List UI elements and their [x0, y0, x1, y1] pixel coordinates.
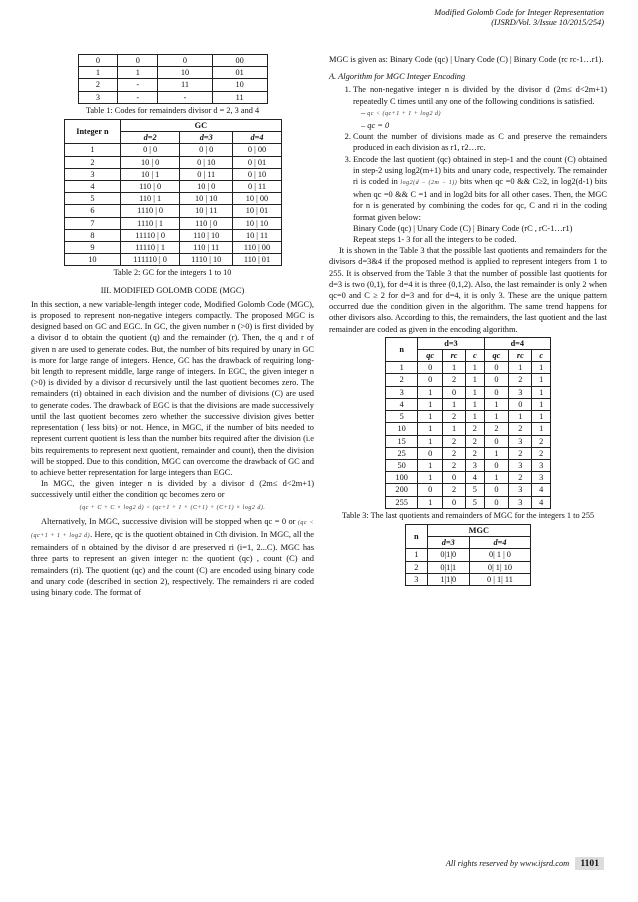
condition-expr: qc < (qc+1 + 1 + log2 d) [367, 110, 441, 117]
table-cell: 1110 | 1 [121, 217, 180, 229]
table-row [386, 447, 551, 459]
table-cell: 3 [509, 496, 532, 508]
step-text: Encode the last quotient (qc) obtained in step-1 and the count (C) obtained in step-2 using log2(m+1) bits and unary code, respectively. The remainder ri is coded in [353, 154, 607, 187]
table-cell: 1 [466, 411, 485, 423]
table-cell: 4 [532, 484, 551, 496]
table3 [385, 337, 551, 509]
table-cell: 200 [386, 484, 418, 496]
table-cell: 1 [532, 362, 551, 374]
paragraph-text: Alternatively, In MGC, successive division will be stopped when qc = 0 or [41, 516, 296, 526]
page-number: 1101 [575, 857, 604, 870]
table-cell: 11110 | 1 [121, 242, 180, 254]
table-cell: 0 [484, 386, 509, 398]
algorithm-heading: A. Algorithm for MGC Integer Encoding [329, 72, 466, 82]
table-cell: 0 [484, 484, 509, 496]
table-row [386, 386, 551, 398]
table-cell: 111110 | 0 [121, 254, 180, 266]
table-cell: 0 [484, 459, 509, 471]
paragraph [31, 516, 314, 598]
table-cell: 9 [64, 242, 121, 254]
table-cell: 4 [386, 398, 418, 410]
table-cell: 2 [406, 561, 428, 573]
table-cell: 10 [386, 423, 418, 435]
table-cell: 1 [386, 362, 418, 374]
table-cell: 1 [64, 144, 121, 156]
step-text: Count the number of divisions made as C and preserve the remainders produced in each division as r1, r2…rc. [353, 132, 607, 153]
table-cell: 1 [532, 386, 551, 398]
table-row [64, 254, 281, 266]
table-cell: 15 [386, 435, 418, 447]
table-cell: 1 [532, 411, 551, 423]
table-cell: 0 | 01 [233, 156, 281, 168]
step-format: Binary Code (qc) | Unary Code (C) | Binary Code (rC , rC-1…r1) [353, 223, 573, 233]
table-row [64, 229, 281, 241]
table3-group: d=3 [418, 337, 484, 349]
table-row [64, 156, 281, 168]
condition-1: – qc < (qc+1 + 1 + log2 d) [361, 107, 441, 117]
table-cell: 11110 | 0 [121, 229, 180, 241]
table-cell: 1 [532, 398, 551, 410]
table-row [406, 561, 531, 573]
table-cell: 1110 | 10 [179, 254, 233, 266]
table1-tail [78, 54, 268, 104]
table-cell: 3 [78, 91, 118, 103]
table-subheader: d=3 [427, 537, 469, 549]
table-cell: 1 [532, 374, 551, 386]
table-subheader: d=4 [233, 132, 281, 144]
step-text: bits when qc =0 && C≥2, in log2(d-1) bits when qc =0 && C =1 and in log2d bits for all other cases. Then, the MGC for n is generated by combining the codes for qc, C and ri in the coding format given below: [353, 177, 608, 222]
table-row [406, 573, 531, 585]
table-cell: 4 [64, 181, 121, 193]
table-cell: 10 | 00 [233, 193, 281, 205]
table-subheader: d=4 [469, 537, 530, 549]
equation-inline: (qc < (qc+1 + 1 + log2 d) [31, 519, 314, 539]
table-cell: 1 [418, 496, 443, 508]
table-row [386, 398, 551, 410]
table-cell: 0| 1 | 0 [469, 549, 530, 561]
table-cell: 2 [509, 374, 532, 386]
table3-caption: Table 3: The last quotients and remainders of MGC for the integers 1 to 255 [341, 510, 595, 520]
step-2 [353, 131, 607, 153]
table-row [386, 362, 551, 374]
step-1 [353, 84, 607, 106]
table-cell: 0 [418, 362, 443, 374]
table-cell: 3 [509, 435, 532, 447]
table-cell: 255 [386, 496, 418, 508]
table-cell: 10 [64, 254, 121, 266]
paragraph: It is shown in the Table 3 that the possible last quotients and remainders for the divisors d=3&4 if the proposed method is applied to represent integers from 1 to 255. It is observed from the Table 3 that the number of possible last quotients for d=3 is two (0,1), for d=4 it is three (0,1,2). Also, the last remainder is only 2 when qc=0 and C ≥ 2 for d=3 and for d=4, it is only 3. These are the unique pattern occurred due the condition given in the algorithm. The same trend happens for other divisors also. According to this, the remainders, the last quotient and the last remainder are coded as given in the encoding algorithm. [329, 246, 607, 334]
table-row [64, 168, 281, 180]
table2 [64, 119, 282, 266]
table-cell: 01 [212, 67, 267, 79]
table-cell: 1 [406, 549, 428, 561]
section-heading: III. MODIFIED GOLOMB CODE (MGC) [100, 285, 245, 295]
table-cell: 0 | 1| 11 [469, 573, 530, 585]
equation-inline: log2(d − (2m − 1)) [400, 180, 458, 187]
table-cell: 2 [78, 79, 118, 91]
table-cell: 1 [418, 435, 443, 447]
table-cell: 1 [509, 411, 532, 423]
table-row [386, 423, 551, 435]
table-subheader: c [532, 350, 551, 362]
table-cell: 1 [484, 447, 509, 459]
table-cell: 2 [466, 423, 485, 435]
table-cell: 1|1|0 [427, 573, 469, 585]
table-cell: 0 [418, 374, 443, 386]
table-cell: 25 [386, 447, 418, 459]
table4-group: MGC [427, 524, 530, 536]
table-cell: 2 [466, 435, 485, 447]
table-cell: 2 [509, 423, 532, 435]
table-subheader: d=2 [121, 132, 180, 144]
paragraph-text: . Here, qc is the quotient obtained in Cth division. In MGC, all the remainders of n obtained by the divisor d are preserved ri (i=1, 2...C). MGC has three parts to represent an given integer n: the quotient (qc) , count (C) and remainders (ri). The quotient (qc) and the count (C) are encoded using binary code and unary code (described in section 2), respectively. The remainders ri are coded using binary code. The format of [31, 529, 314, 597]
table-cell: 0|1|1 [427, 561, 469, 573]
table-cell: 3 [386, 386, 418, 398]
table-cell: 3 [509, 386, 532, 398]
table-cell: 1 [418, 411, 443, 423]
equation: (qc + C + C × log2 d) < (qc+1 + 1 + (C+1) + (C+1) × log2 d). [79, 504, 266, 511]
table-row [64, 217, 281, 229]
paragraph: Repeat steps 1- 3 for all the integers to be coded. [353, 235, 517, 245]
table-cell: 3 [466, 459, 485, 471]
table-cell: 3 [509, 459, 532, 471]
table-cell: 0 [418, 484, 443, 496]
table-cell: 10 | 0 [121, 156, 180, 168]
table-cell: 3 [509, 484, 532, 496]
table-cell: 7 [64, 217, 121, 229]
table-cell: 110 | 10 [179, 229, 233, 241]
table-cell: 6 [64, 205, 121, 217]
table-cell: 11 [212, 91, 267, 103]
table-row [64, 144, 281, 156]
table-cell: 1 [466, 398, 485, 410]
table-cell: 5 [466, 496, 485, 508]
table-cell: 0 [484, 435, 509, 447]
table-cell: 2 [509, 447, 532, 459]
table-row [386, 472, 551, 484]
table-cell: 1 [418, 459, 443, 471]
table1-caption: Table 1: Codes for remainders divisor d = 2, 3 and 4 [85, 105, 260, 115]
table-subheader: c [466, 350, 485, 362]
table-cell: 0 [484, 374, 509, 386]
table-row [386, 411, 551, 423]
step-3 [353, 154, 607, 234]
table-cell: 10 | 1 [121, 168, 180, 180]
table-cell: 0 [442, 386, 465, 398]
table-cell: 3 [532, 472, 551, 484]
table-cell: 0|1|0 [427, 549, 469, 561]
table-cell: 0 | 00 [233, 144, 281, 156]
paragraph: In this section, a new variable-length integer code, Modified Golomb Code (MGC), is proposed to represent non-negative integers compactly. The proposed MGC is designed based on GC and EGC. In GC, the given number n (>0) is first divided by a divisor d to obtain the quotient (q) and the remainder (r). Then, the q and r of given n are used to generate codes. But, the number of bits required by unary in GC is more for large range of integers. Hence, GC has the drawback of requiring long-bit length to represent middle, large range of integers. In EGC, the given integer n (>0) is divided by a divisor d recursively until the last quotient becomes zero. The remainders (ri) obtained in each division and the number of divisions (C) are used to generate codes. The drawback of EGC is that the divisions are made successively until the last quotient becomes zero whether the successive division gives better representation ( less bits) or not. Hence, in MGC, if the number of bits needed to represent current quotient is less than the number bits required after the division (i.e bits requirements to represent next quotient, remainder and count), then the division will be stopped. Due to this condition, MGC can overcome the drawback of GC and to achieve better representation for large integers than EGC. [31, 299, 314, 477]
table-cell: - [118, 91, 158, 103]
table-row [64, 205, 281, 217]
table-cell: 10 | 11 [179, 205, 233, 217]
table-cell: 1 [484, 472, 509, 484]
table2-group: GC [121, 120, 281, 132]
table-cell: 0 [118, 55, 158, 67]
table-cell: 10 | 11 [233, 229, 281, 241]
footer-text: All rights reserved by www.ijsrd.com [445, 859, 570, 868]
page-header [434, 8, 604, 28]
table-cell: 1 [442, 423, 465, 435]
table-cell: 1 [484, 398, 509, 410]
table2-caption: Table 2: GC for the integers 1 to 10 [113, 268, 232, 278]
table-cell: 0 [484, 362, 509, 374]
table-row [386, 496, 551, 508]
table-cell: 1 [418, 398, 443, 410]
table-cell: 1 [418, 386, 443, 398]
table-cell: 0 [78, 55, 118, 67]
table-cell: 5 [64, 193, 121, 205]
table-cell: 110 | 11 [179, 242, 233, 254]
table-cell: 50 [386, 459, 418, 471]
table-row [78, 55, 267, 67]
table-cell: 2 [532, 447, 551, 459]
table-cell: 5 [386, 411, 418, 423]
table-cell: 110 | 01 [233, 254, 281, 266]
table-cell: - [118, 79, 158, 91]
table-cell: 4 [466, 472, 485, 484]
table-cell: 8 [64, 229, 121, 241]
table-subheader: d=3 [179, 132, 233, 144]
table4-col-n: n [406, 524, 428, 548]
table-cell: 2 [442, 484, 465, 496]
table-cell: 0 | 0 [121, 144, 180, 156]
algorithm-steps [329, 131, 607, 234]
table-cell: 1110 | 0 [121, 205, 180, 217]
right-column [329, 54, 607, 586]
table-row [386, 459, 551, 471]
table4 [405, 524, 531, 586]
page-footer [446, 858, 604, 869]
paragraph: MGC is given as: Binary Code (qc) | Unary Code (C) | Binary Code (rc rc-1…r1). [329, 55, 604, 64]
table-row [64, 193, 281, 205]
table-cell: 2 [442, 374, 465, 386]
table-row [64, 242, 281, 254]
table-cell: 1 [484, 411, 509, 423]
table-cell: 110 | 0 [121, 181, 180, 193]
table-cell: 1 [466, 374, 485, 386]
table-cell: 5 [466, 484, 485, 496]
table-cell: 110 | 1 [121, 193, 180, 205]
condition-2: – qc = 0 [361, 121, 390, 131]
table-row [78, 67, 267, 79]
table-cell: 10 | 01 [233, 205, 281, 217]
table-cell: 0 | 0 [179, 144, 233, 156]
table-cell: 2 [532, 435, 551, 447]
table-cell: 10 [158, 67, 213, 79]
table-row [386, 374, 551, 386]
table-cell: 110 | 00 [233, 242, 281, 254]
table-cell: 110 | 0 [179, 217, 233, 229]
paragraph: In MGC, the given integer n is divided by a divisor d (2m≤ d<2m+1) successively until either the condition qc becomes zero or [31, 479, 314, 500]
table-cell: 1 [532, 423, 551, 435]
table-cell: 1 [418, 423, 443, 435]
table-cell: 2 [442, 411, 465, 423]
table-cell: 1 [466, 386, 485, 398]
table-cell: 0 [442, 496, 465, 508]
table-cell: 2 [64, 156, 121, 168]
journal-issue: (IJSRD/Vol. 3/Issue 10/2015/254) [491, 18, 604, 27]
left-column [31, 54, 314, 598]
step-text: The non-negative integer n is divided by the divisor d (2m≤ d<2m+1) repeatedly C times until any one of the following conditions is satisfied. [353, 85, 607, 106]
table-row [78, 79, 267, 91]
table-cell: 0 [509, 398, 532, 410]
table-cell: 2 [509, 472, 532, 484]
table-cell: 1 [442, 362, 465, 374]
table-cell: 2 [442, 459, 465, 471]
table-cell: 2 [466, 447, 485, 459]
table-cell: 0 [484, 496, 509, 508]
table-cell: 1 [442, 398, 465, 410]
table-cell: 1 [509, 362, 532, 374]
table-cell: 2 [442, 435, 465, 447]
table-cell: 00 [212, 55, 267, 67]
table3-group: d=4 [484, 337, 550, 349]
table-cell: 100 [386, 472, 418, 484]
algorithm-steps [329, 84, 607, 106]
table-row [386, 435, 551, 447]
table-cell: 0 | 11 [179, 168, 233, 180]
table-row [64, 181, 281, 193]
journal-title: Modified Golomb Code for Integer Representation [434, 8, 604, 17]
table-cell: 3 [406, 573, 428, 585]
table-cell: 0 | 10 [233, 168, 281, 180]
table2-col-n: Integer n [64, 120, 121, 144]
table-subheader: qc [484, 350, 509, 362]
table-cell: 1 [118, 67, 158, 79]
table-cell: 0 [418, 447, 443, 459]
condition-expr: qc = 0 [367, 121, 390, 131]
table-cell: 10 | 10 [233, 217, 281, 229]
table-cell: 0 | 10 [179, 156, 233, 168]
table-cell: 0 [158, 55, 213, 67]
table-cell: 0 [442, 472, 465, 484]
table-cell: 0| 1| 10 [469, 561, 530, 573]
table-cell: 11 [158, 79, 213, 91]
table-cell: 1 [418, 472, 443, 484]
table-cell: 10 | 0 [179, 181, 233, 193]
table-cell: 1 [78, 67, 118, 79]
table-row [406, 549, 531, 561]
table-cell: 10 | 10 [179, 193, 233, 205]
table-cell: 2 [386, 374, 418, 386]
table-row [386, 484, 551, 496]
table-cell: 2 [484, 423, 509, 435]
table-cell: 4 [532, 496, 551, 508]
table-subheader: qc [418, 350, 443, 362]
table-cell: 1 [466, 362, 485, 374]
table-cell: 0 | 11 [233, 181, 281, 193]
table-cell: 3 [532, 459, 551, 471]
table-cell: - [158, 91, 213, 103]
table-subheader: rc [509, 350, 532, 362]
table-row [78, 91, 267, 103]
table3-col-n: n [386, 337, 418, 361]
table-cell: 10 [212, 79, 267, 91]
table-subheader: rc [442, 350, 465, 362]
table-cell: 3 [64, 168, 121, 180]
table-cell: 2 [442, 447, 465, 459]
